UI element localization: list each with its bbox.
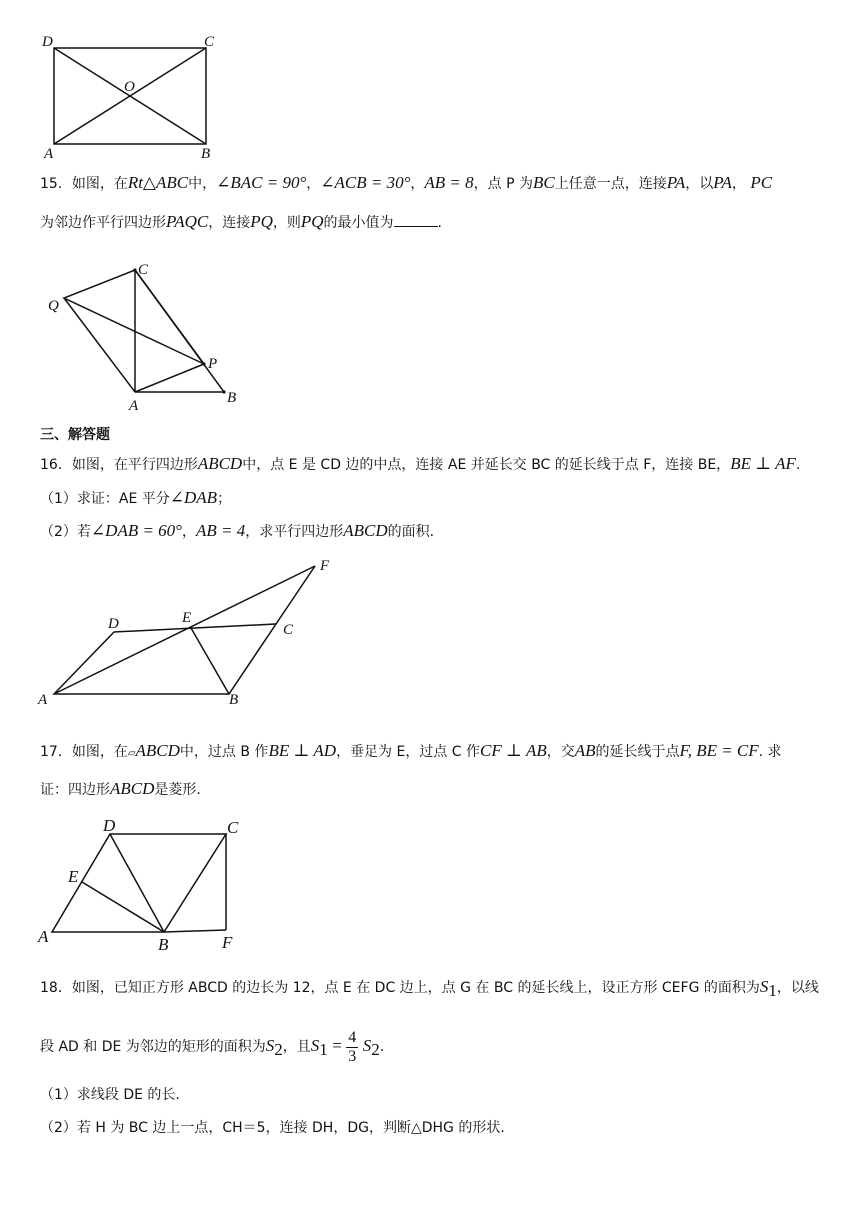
figure-parallelogram-paqc bbox=[40, 258, 250, 413]
q16-part2: （2）若∠DAB = 60°，AB = 4，求平行四边形ABCD的面积. bbox=[40, 521, 435, 540]
label-a: A bbox=[129, 398, 139, 413]
q16-part1: （1）求证：AE 平分∠DAB； bbox=[40, 488, 232, 507]
label-a: A bbox=[44, 146, 54, 162]
q18-line1: 18．如图，已知正方形 ABCD 的边长为 12，点 E 在 DC 边上，点 G 在 BC 的延长线上，设正方形 CEFG 的面积为$S_1$，以线 bbox=[40, 977, 819, 1000]
label-a: A bbox=[38, 927, 49, 946]
label-b: B bbox=[229, 692, 239, 708]
fraction-4-3: $\frac{4}{3}$ bbox=[348, 1028, 357, 1065]
label-f: F bbox=[320, 558, 330, 574]
q17-line2: 证：四边形ABCD是菱形. bbox=[40, 779, 201, 798]
label-b: B bbox=[227, 390, 237, 406]
label-d: D bbox=[103, 816, 116, 835]
label-q: Q bbox=[48, 298, 59, 314]
label-p: P bbox=[208, 356, 218, 372]
figure-parallelogram-abcd-16 bbox=[36, 556, 346, 708]
label-c: C bbox=[283, 622, 294, 638]
label-e: E bbox=[182, 610, 192, 626]
label-c: C bbox=[138, 262, 149, 278]
figure-rectangle-abcd bbox=[36, 32, 226, 162]
answer-blank bbox=[394, 212, 438, 227]
label-d: D bbox=[42, 34, 53, 50]
q18-line2: 段 AD 和 DE 为邻边的矩形的面积为$S_2$，且$S_1$ = $\frac{4}{3}$ $S_2$. bbox=[40, 1028, 385, 1065]
label-c: C bbox=[227, 818, 239, 837]
label-a: A bbox=[38, 692, 48, 708]
label-b: B bbox=[201, 146, 211, 162]
q18-part2: （2）若 H 为 BC 边上一点，CH＝5，连接 DH，DG，判断△DHG 的形状. bbox=[40, 1120, 505, 1136]
label-e: E bbox=[68, 867, 79, 886]
section-heading: 三、解答题 bbox=[40, 427, 110, 443]
label-c: C bbox=[204, 34, 215, 50]
label-f: F bbox=[222, 933, 233, 952]
figure-rhombus-abcd bbox=[36, 812, 256, 957]
q15-line1: 15．如图，在Rt△ABC中，∠BAC = 90°，∠ACB = 30°，AB = 8，点 P 为BC上任意一点，连接PA，以PA， PC bbox=[40, 173, 773, 192]
label-d: D bbox=[108, 616, 119, 632]
label-o: O bbox=[124, 79, 135, 95]
q17-line1: 17．如图，在▱ABCD中，过点 B 作BE ⊥ AD，垂足为 E，过点 C 作CF ⊥ AB，交AB的延长线于点F, BE = CF. 求 bbox=[40, 741, 782, 760]
q18-part1: （1）求线段 DE 的长. bbox=[40, 1087, 180, 1103]
q16-line1: 16．如图，在平行四边形ABCD中，点 E 是 CD 边的中点，连接 AE 并延长交 BC 的延长线于点 F，连接 BE，BE ⊥ AF. bbox=[40, 454, 801, 473]
label-b: B bbox=[158, 935, 169, 954]
q15-line2: 为邻边作平行四边形PAQC，连接PQ，则PQ的最小值为 . bbox=[40, 212, 442, 231]
